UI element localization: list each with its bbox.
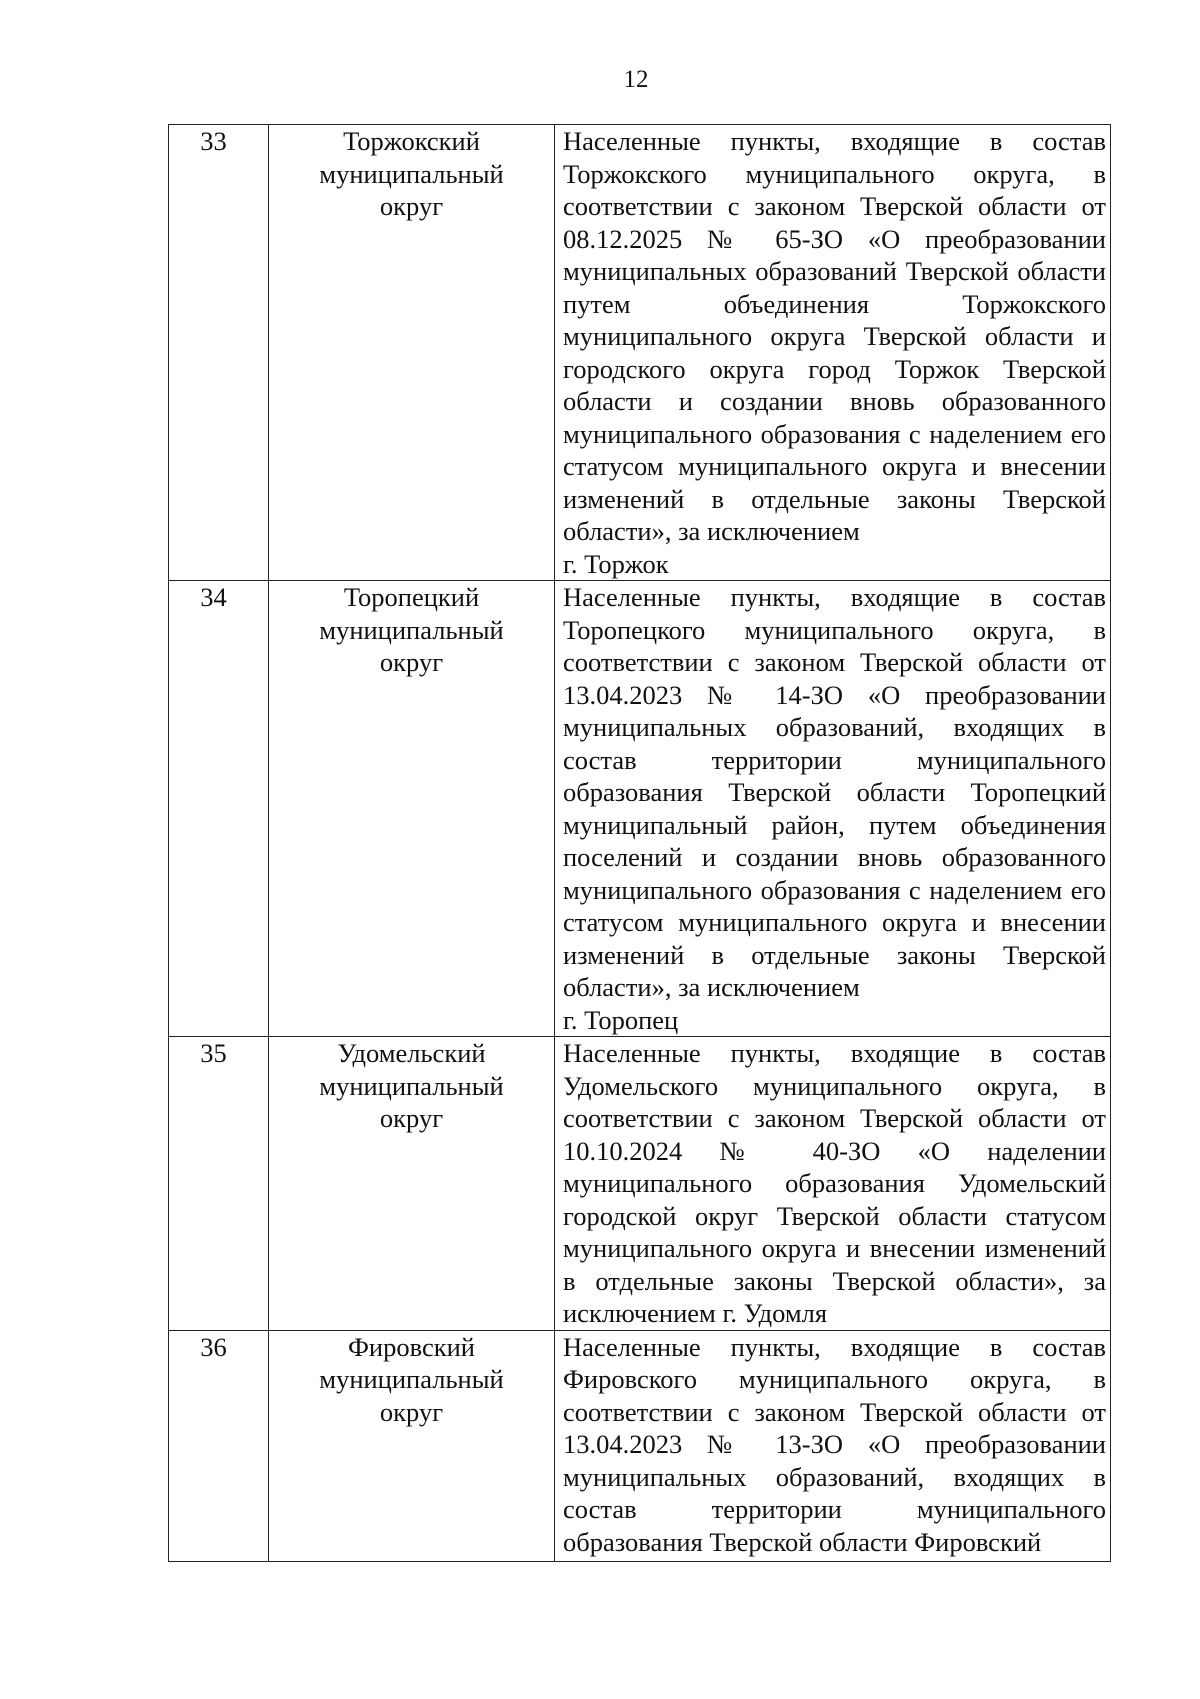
table-row [169,581,1111,1037]
district-name-line: Торопецкий [343,582,480,612]
district-description [555,1330,1111,1561]
district-name-line: муниципальный [319,1070,504,1101]
district-name-line: Торжокский [343,126,480,156]
district-name-line: муниципальный [319,1364,504,1394]
row-number: 35 [169,1037,269,1331]
row-number: 33 [169,125,269,581]
district-description [555,581,1111,1037]
row-number: 36 [169,1330,269,1561]
description-exclusion: г. Торопец [563,1004,679,1035]
district-description [555,1037,1111,1331]
description-text: Населенные пункты, входящие в состав Фировского муниципального округа, в соответствии с законом Тверской области от 13.04.2023 № 13-ЗО «О преобразовании муниципальных образований, входящих в состав территории муниципального образования Тверской области Фировский [563,1331,1106,1557]
districts-table [168,124,1111,1562]
district-name [269,1330,555,1561]
row-number: 34 [169,581,269,1037]
district-name [269,581,555,1037]
district-name [269,1037,555,1331]
description-text: Населенные пункты, входящие в состав Торжокского муниципального округа, в соответствии с законом Тверской области от 08.12.2025 № 65-ЗО «О преобразовании муниципальных образований Тверской области путем объединения Торжокского муниципального округа Тверской области и городского округа город Торжок Тверской области и создании вновь образованного муниципального образования с наделением его статусом муниципального округа и внесении изменений в отдельные законы Тверской области», за исключением [563,126,1106,546]
district-name-line: муниципальный [319,158,504,189]
district-name-line: округ [379,191,444,221]
page-number: 12 [623,66,649,93]
description-exclusion: г. Торжок [563,548,669,579]
district-name [269,125,555,581]
description-text: Населенные пункты, входящие в состав Торопецкого муниципального округа, в соответствии с законом Тверской области от 13.04.2023 № 14-ЗО «О преобразовании муниципальных образований, входящих в состав территории муниципального образования Тверской области Торопецкий муниципальный район, путем объединения поселений и создании вновь образованного муниципального образования с наделением его статусом муниципального округа и внесении изменений в отдельные законы Тверской области», за исключением [563,582,1106,1002]
district-name-line: Фировский [348,1331,475,1362]
district-name-line: округ [379,1396,444,1427]
table-row [169,1037,1111,1331]
district-name-line: муниципальный [319,614,504,645]
district-name-line: округ [379,1103,444,1133]
district-name-line: Удомельский [337,1038,486,1068]
description-text: Населенные пункты, входящие в состав Удомельского муниципального округа, в соответствии с законом Тверской области от 10.10.2024 № 40-ЗО «О наделении муниципального образования Удомельский городской округ Тверской области статусом муниципального округа и внесении изменений в отдельные законы Тверской области», за исключением г. Удомля [563,1038,1106,1328]
district-name-line: округ [379,647,444,677]
district-description [555,125,1111,581]
table-row [169,1330,1111,1561]
table-row [169,125,1111,581]
